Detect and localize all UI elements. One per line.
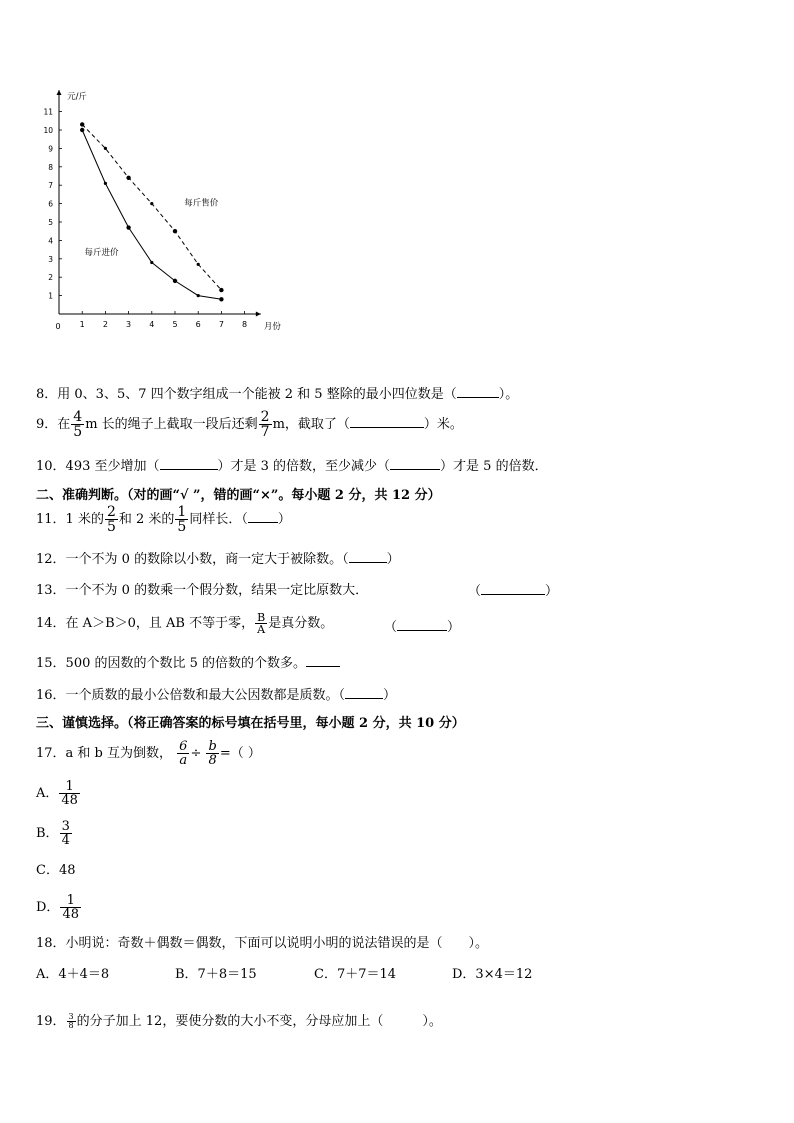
section-3-heading: 三、谨慎选择。（将正确答案的标号填在括号里，每小题 2 分，共 10 分） bbox=[36, 716, 465, 731]
q18-option-a[interactable]: A．4＋4＝8 bbox=[36, 967, 110, 982]
x-tick-label-8: 8 bbox=[242, 320, 248, 329]
y-tick-label-3: 3 bbox=[48, 254, 53, 264]
question-16 bbox=[36, 686, 396, 705]
q11-fraction-2 bbox=[175, 505, 188, 534]
x-tick-label-7: 7 bbox=[218, 320, 224, 329]
q16-text-a: 16．一个质数的最小公倍数和最大公因数都是质数。（ bbox=[36, 688, 346, 703]
question-18 bbox=[36, 935, 488, 953]
question-13 bbox=[36, 582, 368, 600]
q17-option-b-label: B． bbox=[36, 826, 59, 841]
q17-option-b[interactable] bbox=[36, 820, 73, 847]
y-tick-label-4: 4 bbox=[48, 236, 53, 246]
q19-text-b: 的分子加上 12，要使分数的大小不变，分母应加上（ ）。 bbox=[76, 1014, 442, 1029]
q8-end: ）。 bbox=[498, 387, 519, 402]
q17-option-c[interactable] bbox=[36, 862, 76, 880]
q11-fraction-1 bbox=[105, 505, 118, 534]
q17-option-a-numerator: 1 bbox=[59, 780, 80, 794]
q14-text-c: （ bbox=[384, 620, 398, 635]
q11-text-d: ） bbox=[277, 512, 291, 527]
price-line-chart bbox=[40, 82, 300, 342]
q9-fraction-2 bbox=[259, 410, 272, 439]
series-1-point-6 bbox=[197, 294, 200, 297]
question-13-answer bbox=[468, 582, 558, 601]
q9-f2-numerator: 2 bbox=[260, 409, 270, 425]
q17-divide-sign: ÷ bbox=[190, 746, 202, 761]
y-tick-label-1: 1 bbox=[48, 291, 53, 301]
question-8 bbox=[36, 385, 518, 404]
q9-f1-numerator: 4 bbox=[73, 409, 83, 425]
q17-option-b-fraction bbox=[60, 820, 72, 847]
q17-option-d-label: D． bbox=[36, 900, 60, 915]
q17-option-a-fraction bbox=[59, 780, 80, 807]
q17-f2-denominator: 8 bbox=[208, 753, 217, 768]
q14-answer-blank[interactable] bbox=[397, 618, 447, 631]
x-axis-label: 月份 bbox=[263, 322, 281, 332]
series-line-1 bbox=[82, 130, 221, 299]
series-label-1: 每斤进价 bbox=[84, 248, 119, 259]
q17-fraction-1 bbox=[177, 740, 189, 767]
q13-text-c: ） bbox=[545, 584, 559, 599]
q17-f1-denominator: a bbox=[179, 753, 188, 768]
q13-text-a: 13．一个不为 0 的数乘一个假分数，结果一定比原数大． bbox=[36, 583, 369, 598]
q18-text-a: 18．小明说：奇数＋偶数＝偶数，下面可以说明小明的说法错误的是（ ）。 bbox=[36, 936, 489, 951]
q15-answer-blank[interactable] bbox=[306, 654, 340, 667]
q17-text-a: 17．a 和 b 互为倒数， bbox=[36, 746, 173, 761]
y-tick-label-7: 7 bbox=[48, 181, 53, 191]
q9-text-c: m，截取了（ bbox=[272, 417, 350, 432]
q9-answer-blank[interactable] bbox=[350, 415, 424, 428]
q12-text-a: 12．一个不为 0 的数除以小数，商一定大于被除数。（ bbox=[36, 552, 349, 567]
series-1-point-3 bbox=[126, 225, 130, 229]
q11-f2-denominator: 5 bbox=[177, 519, 187, 535]
x-tick-label-4: 4 bbox=[149, 320, 155, 329]
question-14-answer bbox=[384, 618, 460, 637]
q13-answer-blank[interactable] bbox=[481, 582, 545, 595]
q17-option-a-denominator: 48 bbox=[61, 793, 78, 808]
x-tick-label-3: 3 bbox=[126, 320, 132, 329]
y-axis-arrow bbox=[57, 90, 62, 95]
x-axis-arrow bbox=[256, 312, 261, 317]
y-tick-label-8: 8 bbox=[48, 162, 53, 172]
question-12 bbox=[36, 550, 400, 569]
question-14 bbox=[36, 612, 333, 635]
series-1-point-2 bbox=[104, 182, 107, 185]
chart-plot-area bbox=[43, 90, 281, 332]
q14-text-d: ） bbox=[447, 620, 461, 635]
q17-option-d-fraction bbox=[60, 894, 81, 921]
q19-denominator: 8 bbox=[68, 1021, 74, 1030]
y-tick-label-5: 5 bbox=[48, 218, 53, 227]
q10-blank-2[interactable] bbox=[390, 457, 440, 470]
q11-f1-numerator: 2 bbox=[106, 504, 116, 520]
y-axis-label: 元/斤 bbox=[67, 92, 87, 102]
q17-text-b: =（ ） bbox=[219, 746, 261, 761]
q8-text: 8．用 0、3、5、7 四个数字组成一个能被 2 和 5 整除的最小四位数是（ bbox=[36, 387, 457, 402]
q16-text-b: ） bbox=[383, 688, 397, 703]
q19-fraction bbox=[67, 1013, 76, 1030]
question-15 bbox=[36, 654, 340, 673]
q17-option-b-numerator: 3 bbox=[61, 819, 70, 834]
origin-label: 0 bbox=[55, 322, 61, 331]
series-1-point-4 bbox=[150, 261, 153, 264]
q17-option-d-numerator: 1 bbox=[60, 894, 81, 908]
q17-option-c-label: C．48 bbox=[36, 863, 76, 878]
q19-numerator: 3 bbox=[68, 1012, 74, 1021]
series-0-point-6 bbox=[197, 263, 200, 266]
question-17 bbox=[36, 740, 261, 767]
q9-text-b: m 长的绳子上截取一段后还剩 bbox=[85, 417, 258, 432]
q19-text-a: 19． bbox=[36, 1014, 66, 1029]
q12-answer-blank[interactable] bbox=[349, 550, 387, 563]
series-1-point-1 bbox=[80, 128, 84, 132]
q11-f1-denominator: 5 bbox=[106, 519, 116, 535]
q10-text-a: 10．493 至少增加（ bbox=[36, 459, 160, 474]
q12-text-b: ） bbox=[386, 552, 400, 567]
q14-denominator: A bbox=[257, 623, 266, 636]
q17-f1-numerator: 6 bbox=[179, 739, 188, 754]
series-1-point-7 bbox=[219, 297, 223, 301]
q10-blank-1[interactable] bbox=[160, 457, 218, 470]
x-tick-label-5: 5 bbox=[172, 320, 178, 329]
question-10 bbox=[36, 457, 548, 476]
q9-text-a: 9．在 bbox=[36, 417, 71, 432]
x-tick-label-2: 2 bbox=[102, 320, 108, 329]
q14-fraction bbox=[255, 612, 267, 635]
y-tick-label-9: 9 bbox=[48, 144, 53, 154]
y-tick-label-10: 10 bbox=[43, 126, 53, 135]
series-0-point-3 bbox=[126, 176, 130, 180]
q13-text-b: （ bbox=[468, 584, 482, 599]
q9-text-d: ）米。 bbox=[423, 417, 463, 432]
q11-answer-blank[interactable] bbox=[248, 510, 278, 523]
q18-option-d[interactable]: D．3×4＝12 bbox=[452, 967, 533, 982]
q8-answer-blank[interactable] bbox=[457, 385, 499, 398]
y-tick-label-11: 11 bbox=[43, 107, 53, 117]
series-0-point-4 bbox=[150, 202, 153, 205]
question-19 bbox=[36, 1013, 442, 1031]
q14-numerator: B bbox=[257, 611, 266, 624]
q15-text-a: 15．500 的因数的个数比 5 的倍数的个数多。 bbox=[36, 656, 307, 671]
q16-answer-blank[interactable] bbox=[345, 686, 383, 699]
question-11 bbox=[36, 505, 291, 534]
section-2-heading: 二、准确判断。（对的画“√ ”，错的画“×”。每小题 2 分，共 12 分） bbox=[36, 488, 441, 503]
q18-option-c[interactable]: C．7＋7＝14 bbox=[314, 967, 397, 982]
q11-text-b: 和 2 米的 bbox=[118, 512, 175, 527]
q11-f2-numerator: 1 bbox=[177, 504, 187, 520]
series-0-point-5 bbox=[173, 229, 177, 233]
y-tick-label-6: 6 bbox=[48, 199, 53, 209]
q10-text-c: ）才是 5 的倍数． bbox=[440, 459, 548, 474]
q18-option-b[interactable]: B．7＋8＝15 bbox=[175, 967, 257, 982]
y-tick-label-2: 2 bbox=[48, 273, 53, 283]
q17-option-d-denominator: 48 bbox=[62, 907, 79, 922]
q9-f1-denominator: 5 bbox=[73, 424, 83, 440]
series-0-point-7 bbox=[219, 288, 223, 292]
series-0-point-2 bbox=[104, 147, 107, 150]
q9-fraction-1 bbox=[71, 410, 84, 439]
q11-text-a: 11．1 米的 bbox=[36, 512, 104, 527]
q17-option-a-label: A． bbox=[36, 786, 59, 801]
q10-text-b: ）才是 3 的倍数，至少减少（ bbox=[217, 459, 391, 474]
q14-text-b: 是真分数。 bbox=[268, 616, 334, 631]
q11-text-c: 同样长．（ bbox=[189, 512, 248, 527]
q17-fraction-2 bbox=[206, 740, 218, 767]
series-1-point-5 bbox=[173, 279, 177, 283]
q17-option-d[interactable] bbox=[36, 894, 82, 921]
q17-option-b-denominator: 4 bbox=[61, 833, 70, 848]
x-tick-label-6: 6 bbox=[195, 320, 201, 329]
series-label-0: 每斤售价 bbox=[184, 198, 219, 209]
q17-f2-numerator: b bbox=[208, 739, 217, 754]
q9-f2-denominator: 7 bbox=[260, 424, 270, 440]
x-tick-label-1: 1 bbox=[79, 320, 85, 329]
series-0-point-1 bbox=[80, 122, 84, 126]
q14-text-a: 14．在 A＞B＞0，且 AB 不等于零， bbox=[36, 616, 255, 631]
question-9 bbox=[36, 410, 463, 439]
q17-option-a[interactable] bbox=[36, 780, 81, 807]
